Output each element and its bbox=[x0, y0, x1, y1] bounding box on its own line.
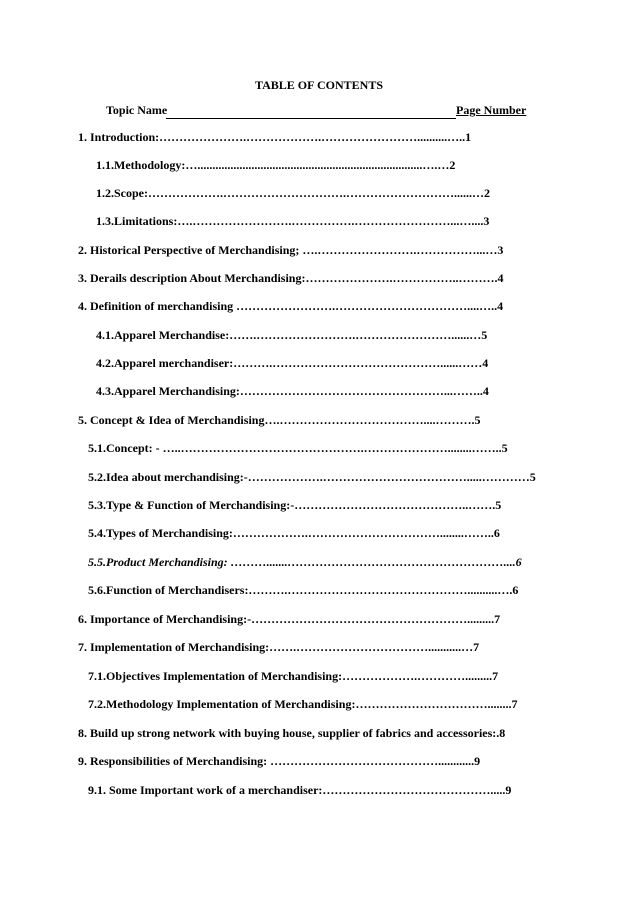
document-title: TABLE OF CONTENTS bbox=[254, 78, 384, 92]
header-underline bbox=[166, 118, 456, 119]
toc-entry-5: 5. Concept & Idea of Merchandising….………………………………....……….5 bbox=[78, 413, 481, 427]
toc-entry-8: 8. Build up strong network with buying house, supplier of fabrics and accessories:.8 bbox=[78, 726, 506, 740]
toc-entry-7: 7. Implementation of Merchandising:…….……………………………...........…7 bbox=[78, 640, 480, 654]
toc-entry-1: 1. Introduction:………………….……………….……………………..........…..1 bbox=[78, 130, 472, 144]
toc-entry-5-4: 5.4.Types of Merchandising:……………….……………………………........……..6 bbox=[88, 526, 500, 540]
toc-entry-3: 3. Derails description About Merchandising:………………….……………..……….4 bbox=[78, 271, 504, 285]
toc-entry-9: 9. Responsibilities of Merchandising: ……………………………………............9 bbox=[78, 754, 481, 768]
toc-entry-1-2: 1.2.Scope:……………….………………………….………………………......…2 bbox=[96, 186, 490, 200]
toc-entry-5-3: 5.3.Type & Function of Merchandising:-……………………………………..…….5 bbox=[88, 498, 502, 512]
toc-entry-5-5: 5.5.Product Merchandising: ……….......………………………………………………....6 bbox=[88, 555, 522, 569]
toc-entry-5-2: 5.2.Idea about merchandising:-……………….……………………………….....…………5 bbox=[88, 470, 536, 484]
toc-entry-1-1: 1.1.Methodology:…...........................................................................….…2 bbox=[96, 158, 456, 172]
toc-entry-1-3: 1.3.Limitations:….…………………….…………….……………………...…....3 bbox=[96, 214, 490, 228]
toc-entry-2: 2. Historical Perspective of Merchandising; ….…………………….……………...…3 bbox=[78, 243, 504, 257]
toc-entry-5-1: 5.1.Concept: - …..……………………………………….…………………........……..5 bbox=[88, 441, 508, 455]
toc-entry-4-1: 4.1.Apparel Merchandise:…….…………………….……………………......…5 bbox=[96, 328, 488, 342]
toc-entry-7-2: 7.2.Methodology Implementation of Merchandising:……………………………........7 bbox=[88, 697, 518, 711]
toc-entry-4: 4. Definition of merchandising …………………….……………………………....…..4 bbox=[78, 299, 504, 313]
toc-entry-9-1: 9.1. Some Important work of a merchandiser:…………………………………….....9 bbox=[88, 783, 512, 797]
toc-entry-7-1: 7.1.Objectives Implementation of Merchandising:……………….………….........7 bbox=[88, 669, 499, 683]
toc-entry-4-2: 4.2.Apparel merchandiser:……….……………………………………......……4 bbox=[96, 356, 489, 370]
column-header-topic: Topic Name bbox=[106, 103, 168, 117]
toc-entry-6: 6. Importance of Merchandising:-……………………………………………….........7 bbox=[78, 612, 501, 626]
column-header-page: Page Number bbox=[456, 103, 527, 117]
toc-entry-5-6: 5.6.Function of Merchandisers:……….………………………………………..........….6 bbox=[88, 583, 519, 597]
toc-entry-4-3: 4.3.Apparel Merchandising:……………………………………………...……..4 bbox=[96, 384, 489, 398]
